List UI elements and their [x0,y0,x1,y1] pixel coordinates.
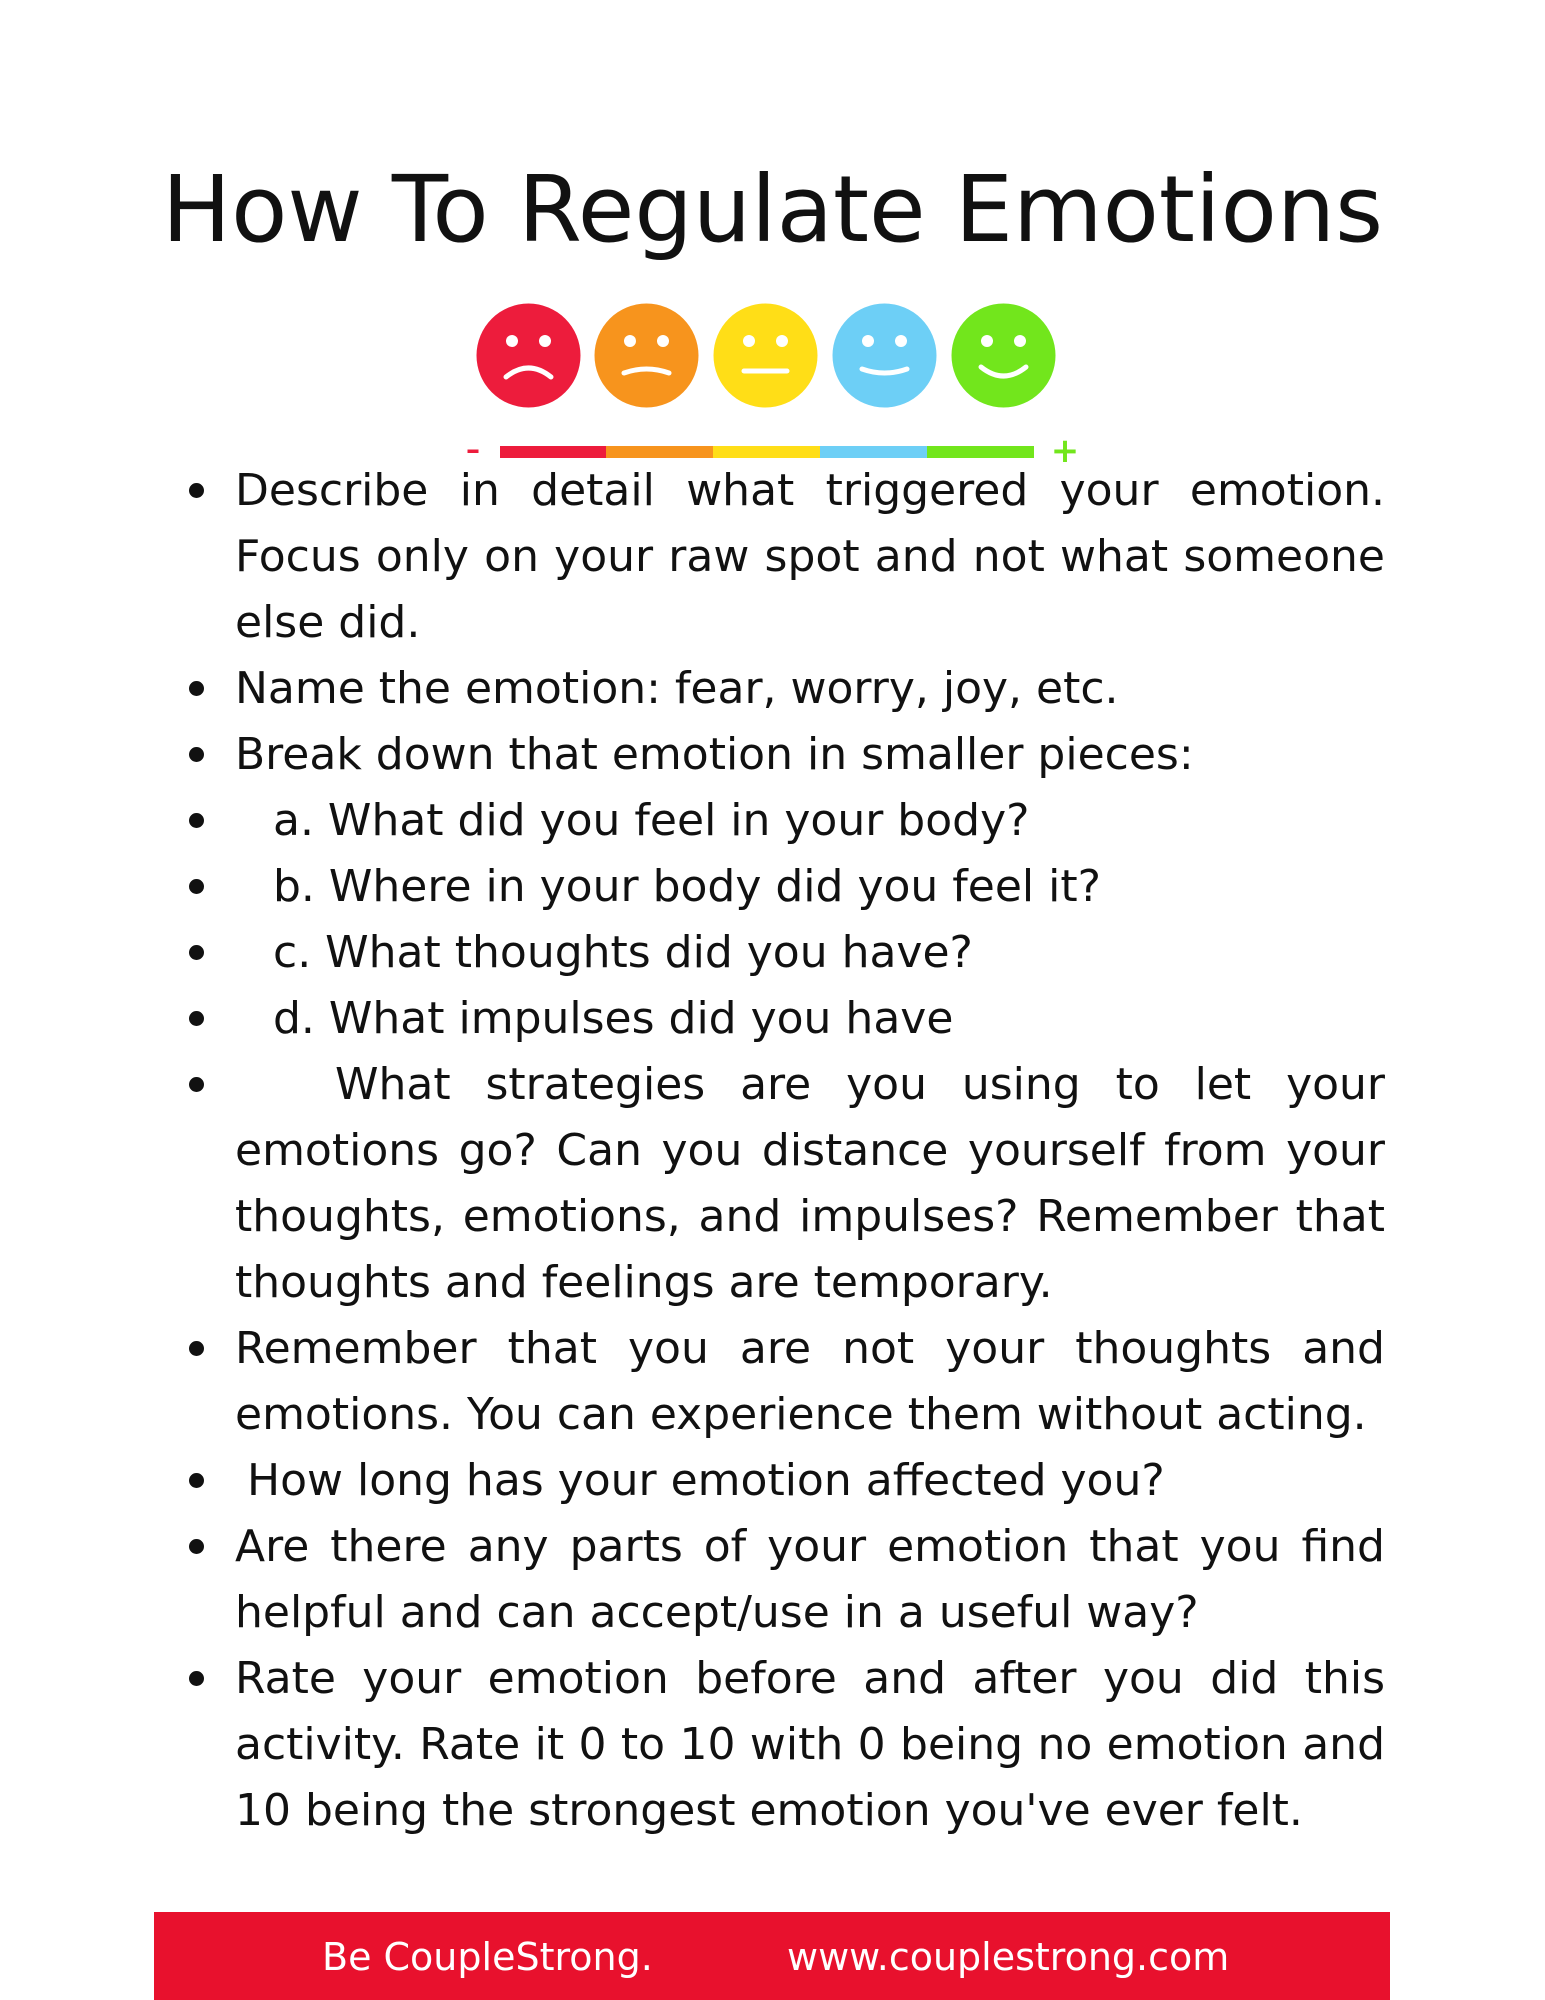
scale-minus-label: – [466,433,480,466]
step-text: a. What did you feel in your body? [273,795,1030,846]
bullet-icon [189,1671,204,1686]
bullet-icon [189,1077,204,1092]
step-text: What strategies are you using to let your emotions go? Can you distance yourself from your thoughts, emotions, and impulses? Remember that thoughts and feelings are temporary. [235,1059,1385,1308]
list-item [185,788,1385,854]
step-text: Break down that emotion in smaller pieces: [235,729,1194,780]
sad-face-icon [476,303,581,408]
step-text: b. Where in your body did you feel it? [273,861,1101,912]
bullet-icon [189,813,204,828]
list-item [185,1448,1385,1514]
step-text: Rate your emotion before and after you did this activity. Rate it 0 to 10 with 0 being no emotion and 10 being the strongest emotion you've ever felt. [235,1653,1385,1836]
list-item [185,458,1385,656]
scale-segment-orange [606,446,713,458]
step-text: c. What thoughts did you have? [273,927,973,978]
steps-list [185,458,1385,1844]
page-title: How To Regulate Emotions [161,156,1384,263]
list-item [185,722,1385,788]
list-item [185,1514,1385,1646]
emotion-faces [476,303,1076,413]
bullet-icon [189,879,204,894]
list-item [185,920,1385,986]
step-text: Remember that you are not your thoughts and emotions. You can experience them without acting. [235,1323,1385,1440]
list-item [185,1052,1385,1316]
slightly-happy-face-icon [832,303,937,408]
slightly-sad-face-icon [594,303,699,408]
bullet-icon [189,945,204,960]
list-item [185,1646,1385,1844]
bullet-icon [189,1341,204,1356]
step-text: Name the emotion: fear, worry, joy, etc. [235,663,1119,714]
step-text: How long has your emotion affected you? [247,1455,1165,1506]
footer-banner [154,1912,1390,2000]
bullet-icon [189,1539,204,1554]
step-text: d. What impulses did you have [273,993,954,1044]
neutral-face-icon [713,303,818,408]
scale-segment-blue [820,446,927,458]
list-item [185,986,1385,1052]
list-item [185,1316,1385,1448]
footer-slogan: Be CoupleStrong. [322,1935,653,1979]
bullet-icon [189,681,204,696]
footer-url-link[interactable]: www.couplestrong.com [787,1935,1230,1979]
scale-segment-red [500,446,606,458]
bullet-icon [189,483,204,498]
scale-plus-label: + [1050,431,1080,471]
step-text: Are there any parts of your emotion that you find helpful and can accept/use in a useful way? [235,1521,1385,1638]
list-item [185,656,1385,722]
happy-face-icon [951,303,1056,408]
bullet-icon [189,1011,204,1026]
list-item [185,854,1385,920]
bullet-icon [189,747,204,762]
scale-segment-yellow [713,446,820,458]
bullet-icon [189,1473,204,1488]
scale-segment-green [927,446,1034,458]
step-text: Describe in detail what triggered your emotion. Focus only on your raw spot and not what someone else did. [235,465,1385,648]
